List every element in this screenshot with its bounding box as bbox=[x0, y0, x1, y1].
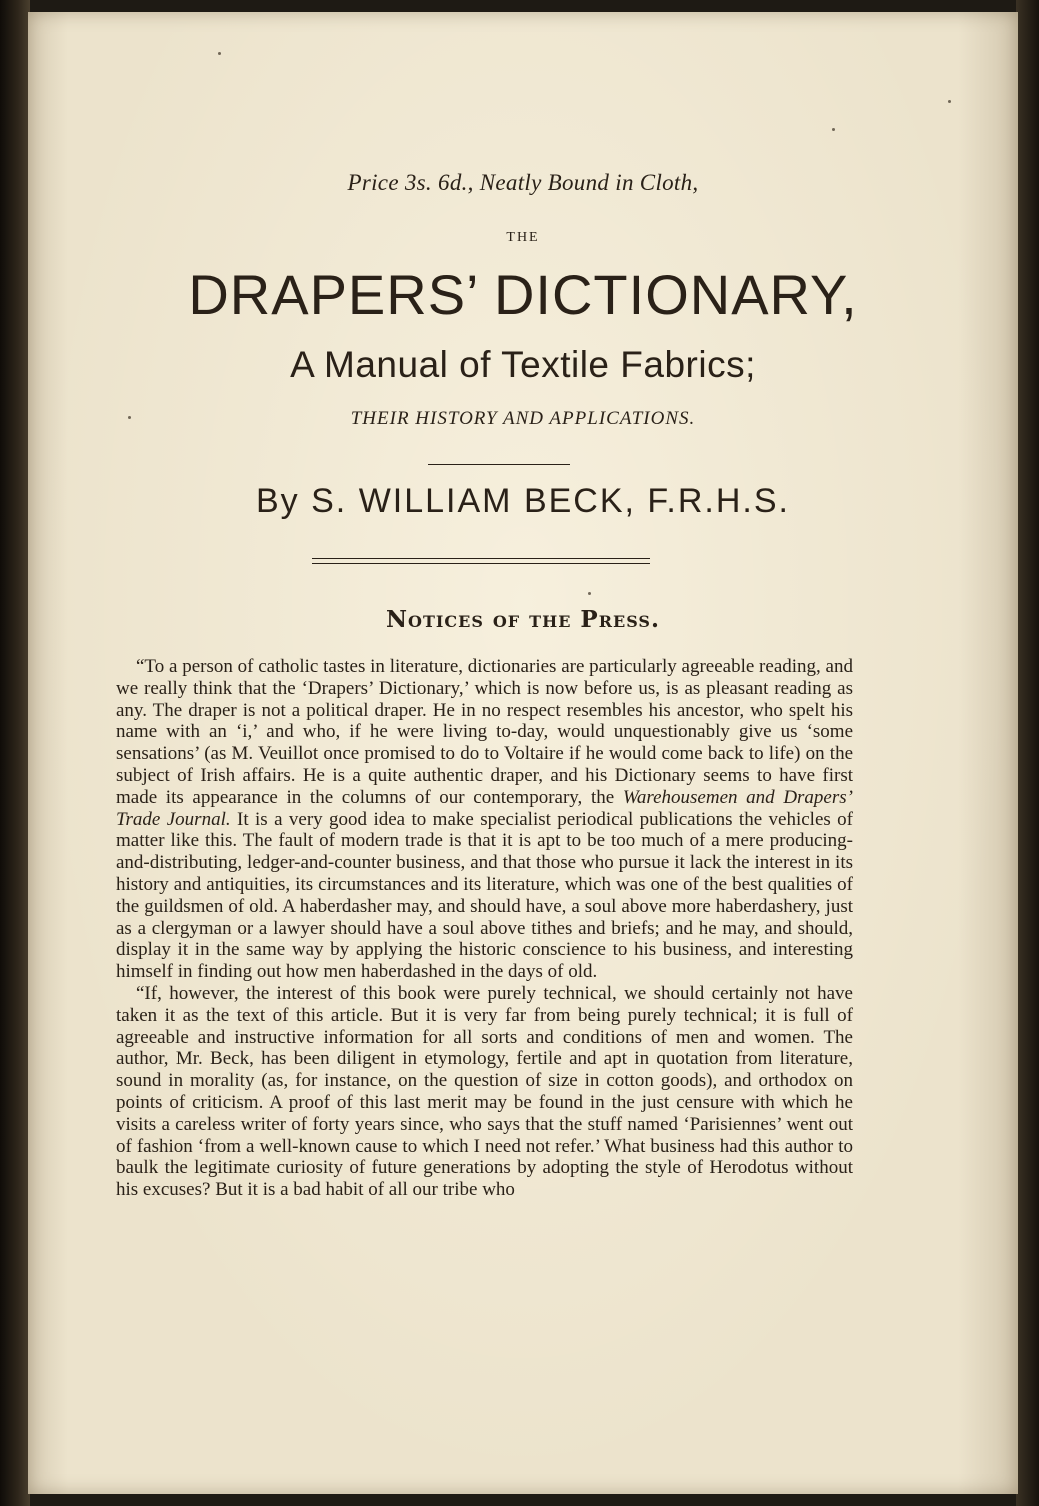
paper-speck bbox=[832, 128, 835, 131]
title-article: THE bbox=[506, 230, 540, 245]
section-heading: Notices of the Press. bbox=[386, 606, 660, 633]
book-binding-left bbox=[0, 0, 30, 1506]
paragraph-text: It is a very good idea to make specialist periodical publications the vehicles of matter like this. The fault of modern trade is that it is apt to be too much of a mere producing-and-distributing, ledger-and-counter business, and that those who pursue it lack the interest in its history and antiquities, its circumstances and its literature, which was one of the best qualities of the guildsmen of old. A haberdasher may, and should have, a soul above more haberdashery, just as a clergyman or a lawyer should have a soul above tithes and briefs; and he may, and should, display it in the same way by applying the historic conscience to his business, and interesting himself in finding out how men haberdashed in the days of old. bbox=[116, 808, 854, 983]
book-binding-right bbox=[1016, 0, 1039, 1506]
paper-speck bbox=[948, 100, 951, 103]
book-tagline: THEIR HISTORY AND APPLICATIONS. bbox=[350, 408, 696, 429]
press-notice-text bbox=[116, 656, 853, 1201]
double-divider-rule bbox=[312, 558, 650, 564]
paper-page bbox=[28, 12, 1018, 1494]
paragraph bbox=[116, 656, 853, 983]
paper-speck bbox=[218, 52, 221, 55]
paragraph bbox=[116, 983, 853, 1201]
author-line: By S. WILLIAM BECK, F.R.H.S. bbox=[256, 482, 790, 520]
paragraph-text: “If, however, the interest of this book were purely technical, we should certainly not have taken it as the text of this article. But it is very far from being purely technical; it is full of agreeable and instructive information for all sorts and conditions of men and women. The author, Mr. Beck, has been diligent in etymology, fertile and apt in quotation from literature, sound in morality (as, for instance, on the question of size in cotton goods), and orthodox on points of criticism. A proof of this last merit may be found in the just censure with which he visits a careless writer of forty years since, who says that the stuff named ‘Parisiennes’ went out of fashion ‘from a well-known cause to which I need not refer.’ What business had this author to baulk the legitimate curiosity of future generations by adopting the style of Herodotus without his excuses? But it is a bad habit of all our tribe who bbox=[116, 982, 853, 1201]
paper-speck bbox=[588, 592, 591, 595]
paper-speck bbox=[128, 416, 131, 419]
divider-rule bbox=[428, 464, 570, 465]
book-subtitle: A Manual of Textile Fabrics; bbox=[290, 344, 756, 385]
journal-title: Warehousemen and Drapers’ Trade Journal. bbox=[116, 786, 853, 830]
paragraph-text: “To a person of catholic tastes in literature, dictionaries are particularly agreeable reading, and we really think that the ‘Drapers’ Dictionary,’ which is now before us, is as pleasant reading as any. The draper is not a political draper. He in no respect resembles his ancestor, who spelt his name with an ‘i,’ and who, if he were living to-day, would unquestionably give us ‘some sensations’ (as M. Veuillot once promised to do to Voltaire if he would come back to life) on the subject of Irish affairs. He is a quite authentic draper, and his Dictionary seems to have first made its appearance in the columns of our contemporary, the bbox=[116, 656, 853, 808]
price-line: Price 3s. 6d., Neatly Bound in Cloth, bbox=[347, 170, 699, 195]
book-title: DRAPERS’ DICTIONARY, bbox=[188, 263, 858, 326]
